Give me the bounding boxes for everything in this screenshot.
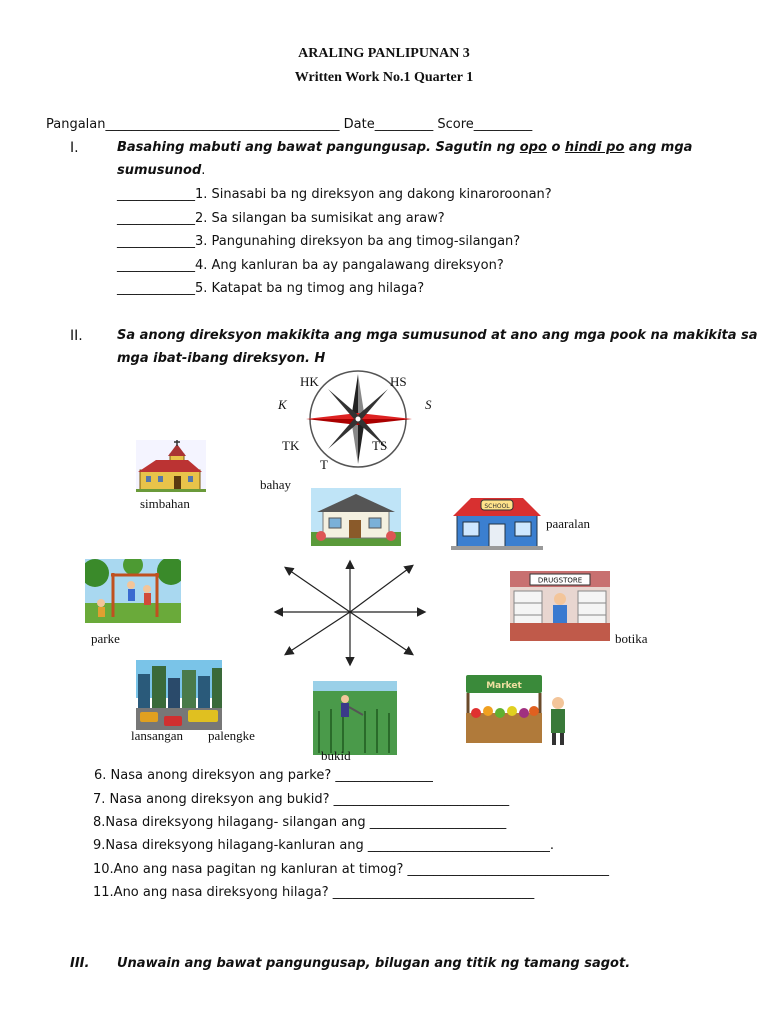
drugstore-sign-text: DRUGSTORE bbox=[537, 576, 583, 585]
list-item: ____________5. Katapat ba ng timog ang hilaga? bbox=[117, 281, 425, 296]
compass-label-ts: TS bbox=[372, 438, 388, 453]
list-item: ____________1. Sinasabi ba ng direksyon ang dakong kinaroroonan? bbox=[117, 187, 552, 202]
list-item: ____________4. Ang kanluran ba ay pangalawang direksyon? bbox=[117, 258, 504, 273]
list-item: ____________3. Pangunahing direksyon ba ang timog-silangan? bbox=[117, 234, 521, 249]
question-9: 9.Nasa direksyong hilagang-kanluran ang ____________________________. bbox=[93, 838, 555, 853]
opo-word: opo bbox=[519, 140, 547, 155]
part1-instruction-cont: sumusunod. bbox=[117, 163, 206, 178]
part3-numeral: III. bbox=[70, 956, 90, 971]
part2-numeral: II. bbox=[70, 328, 83, 344]
compass-label-hk: HK bbox=[300, 374, 319, 389]
drugstore-image bbox=[510, 571, 610, 641]
part2-instruction-line1: Sa anong direksyon makikita ang mga sumusunod at ano ang mga pook na makikita sa bbox=[117, 328, 758, 343]
question-7: 7. Nasa anong direksyon ang bukid? ___________________________ bbox=[93, 792, 510, 807]
school-image bbox=[451, 494, 543, 550]
house-image bbox=[311, 488, 401, 546]
worksheet-subtitle: Written Work No.1 Quarter 1 bbox=[294, 70, 474, 85]
part1-numeral: I. bbox=[70, 140, 79, 156]
answer-blank[interactable]: ____________ bbox=[117, 187, 195, 202]
park-image bbox=[85, 559, 181, 623]
market-image bbox=[460, 667, 572, 747]
part3-instruction: Unawain ang bawat pangungusap, bilugan ang titik ng tamang sagot. bbox=[117, 956, 631, 971]
answer-blank[interactable]: ____________ bbox=[117, 281, 195, 296]
direction-arrows-icon bbox=[272, 558, 430, 668]
compass-label-s: S bbox=[425, 397, 432, 412]
market-sign-text: Market bbox=[486, 681, 522, 691]
label-botika: botika bbox=[615, 631, 648, 646]
score-field[interactable]: _________ bbox=[473, 117, 533, 132]
label-parke: parke bbox=[91, 631, 120, 646]
road-city-image bbox=[136, 660, 222, 730]
date-label: Date bbox=[343, 117, 375, 132]
question-6: 6. Nasa anong direksyon ang parke? _______________ bbox=[94, 768, 433, 783]
label-paaralan: paaralan bbox=[546, 516, 591, 531]
question-11: 11.Ano ang nasa direksyong hilaga? _______________________________ bbox=[93, 885, 535, 900]
part2-instruction-line2: mga ibat-ibang direksyon. H bbox=[117, 351, 326, 366]
answer-blank[interactable]: ____________ bbox=[117, 211, 195, 226]
church-image bbox=[136, 440, 206, 492]
name-field[interactable]: ____________________________________ bbox=[105, 117, 340, 132]
question-10: 10.Ano ang nasa pagitan ng kanluran at timog? _______________________________ bbox=[93, 862, 610, 877]
list-item: ____________2. Sa silangan ba sumisikat ang araw? bbox=[117, 211, 445, 226]
compass-label-t: T bbox=[320, 457, 328, 472]
answer-blank[interactable]: ____________ bbox=[117, 234, 195, 249]
label-bahay: bahay bbox=[260, 477, 292, 492]
question-8: 8.Nasa direksyong hilagang- silangan ang _____________________ bbox=[93, 815, 507, 830]
hindi-po-word: hindi po bbox=[564, 140, 625, 155]
farm-image bbox=[313, 681, 397, 755]
label-lansangan: lansangan bbox=[131, 728, 183, 743]
compass-label-k: K bbox=[278, 397, 287, 412]
date-field[interactable]: _________ bbox=[374, 117, 434, 132]
info-line bbox=[46, 117, 532, 132]
label-bukid: bukid bbox=[321, 748, 351, 763]
label-simbahan: simbahan bbox=[140, 496, 190, 511]
part1-instruction: Basahing mabuti ang bawat pangungusap. Sagutin ng opo o hindi po ang mga bbox=[117, 140, 693, 155]
label-palengke: palengke bbox=[208, 728, 255, 743]
compass-label-tk: TK bbox=[282, 438, 300, 453]
score-label: Score bbox=[437, 117, 474, 132]
school-sign-text: SCHOOL bbox=[484, 503, 510, 510]
worksheet-title: ARALING PANLIPUNAN 3 bbox=[298, 46, 470, 61]
compass-label-hs: HS bbox=[390, 374, 407, 389]
name-label: Pangalan bbox=[46, 117, 106, 132]
answer-blank[interactable]: ____________ bbox=[117, 258, 195, 273]
